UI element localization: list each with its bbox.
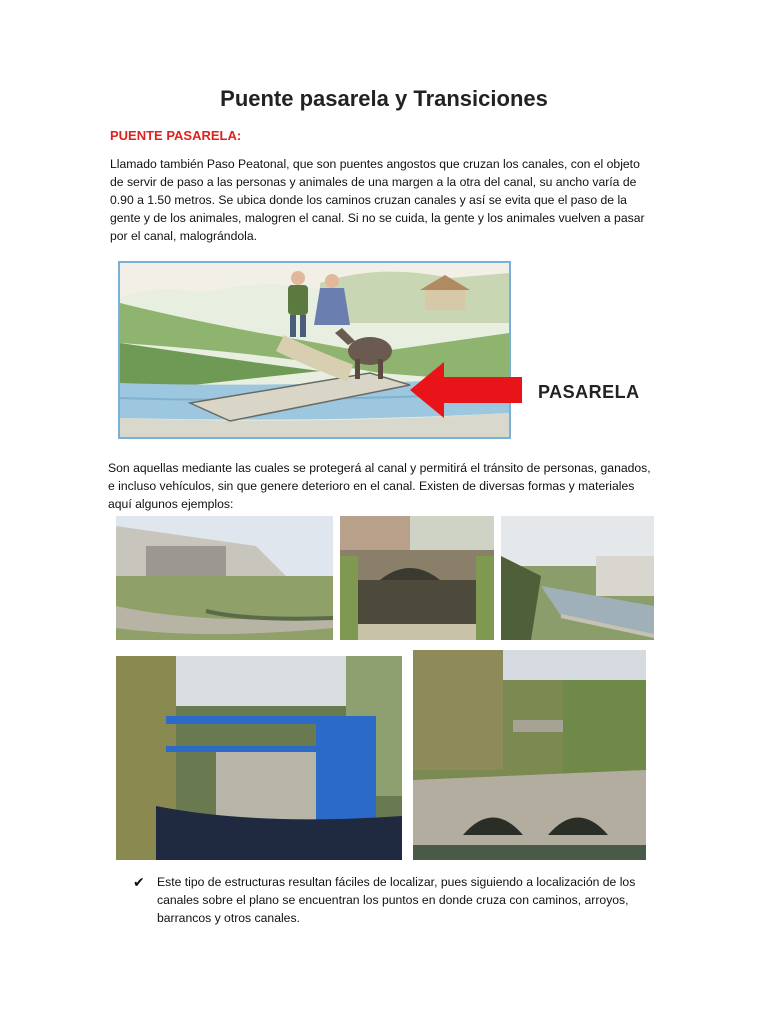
section-heading: PUENTE PASARELA: <box>110 128 242 143</box>
photo-blue-gate <box>116 656 402 860</box>
pasarela-label: PASARELA <box>538 382 640 402</box>
checkmark-icon: ✔ <box>133 874 145 890</box>
photo-canal-fence <box>501 516 654 640</box>
red-arrow-left-icon <box>410 362 522 423</box>
bullet-text: Este tipo de estructuras resultan fáciles de localizar, pues siguiendo a localización de los canales sobre el plano se encuentran los puntos en donde cruza con caminos, arroyos, barrancos y otros canales. <box>157 875 636 925</box>
photo-double-culvert <box>413 650 646 860</box>
paragraph-examples: Son aquellas mediante las cuales se protegerá al canal y permitirá el tránsito de personas, ganados, e incluso vehículos, sin que genere deterioro en el canal. Existen de diversas formas y materiales aquí algunos ejemplos: <box>108 461 651 511</box>
paragraph-intro: Llamado también Paso Peatonal, que son puentes angostos que cruzan los canales, con el objeto de servir de paso a las personas y animales de una margen a la otra del canal, su ancho varía de 0.90 a 1.50 metros. Se ubica donde los caminos cruzan canales y así se evita que el paso de la gente y de los animales, malogren el canal. Si no se cuida, la gente y los animales vuelven a pasar por el canal, malográndola. <box>110 157 645 243</box>
page-title: Puente pasarela y Transiciones <box>220 86 548 111</box>
photo-stone-arch <box>340 516 494 640</box>
photo-overpass <box>116 516 333 640</box>
